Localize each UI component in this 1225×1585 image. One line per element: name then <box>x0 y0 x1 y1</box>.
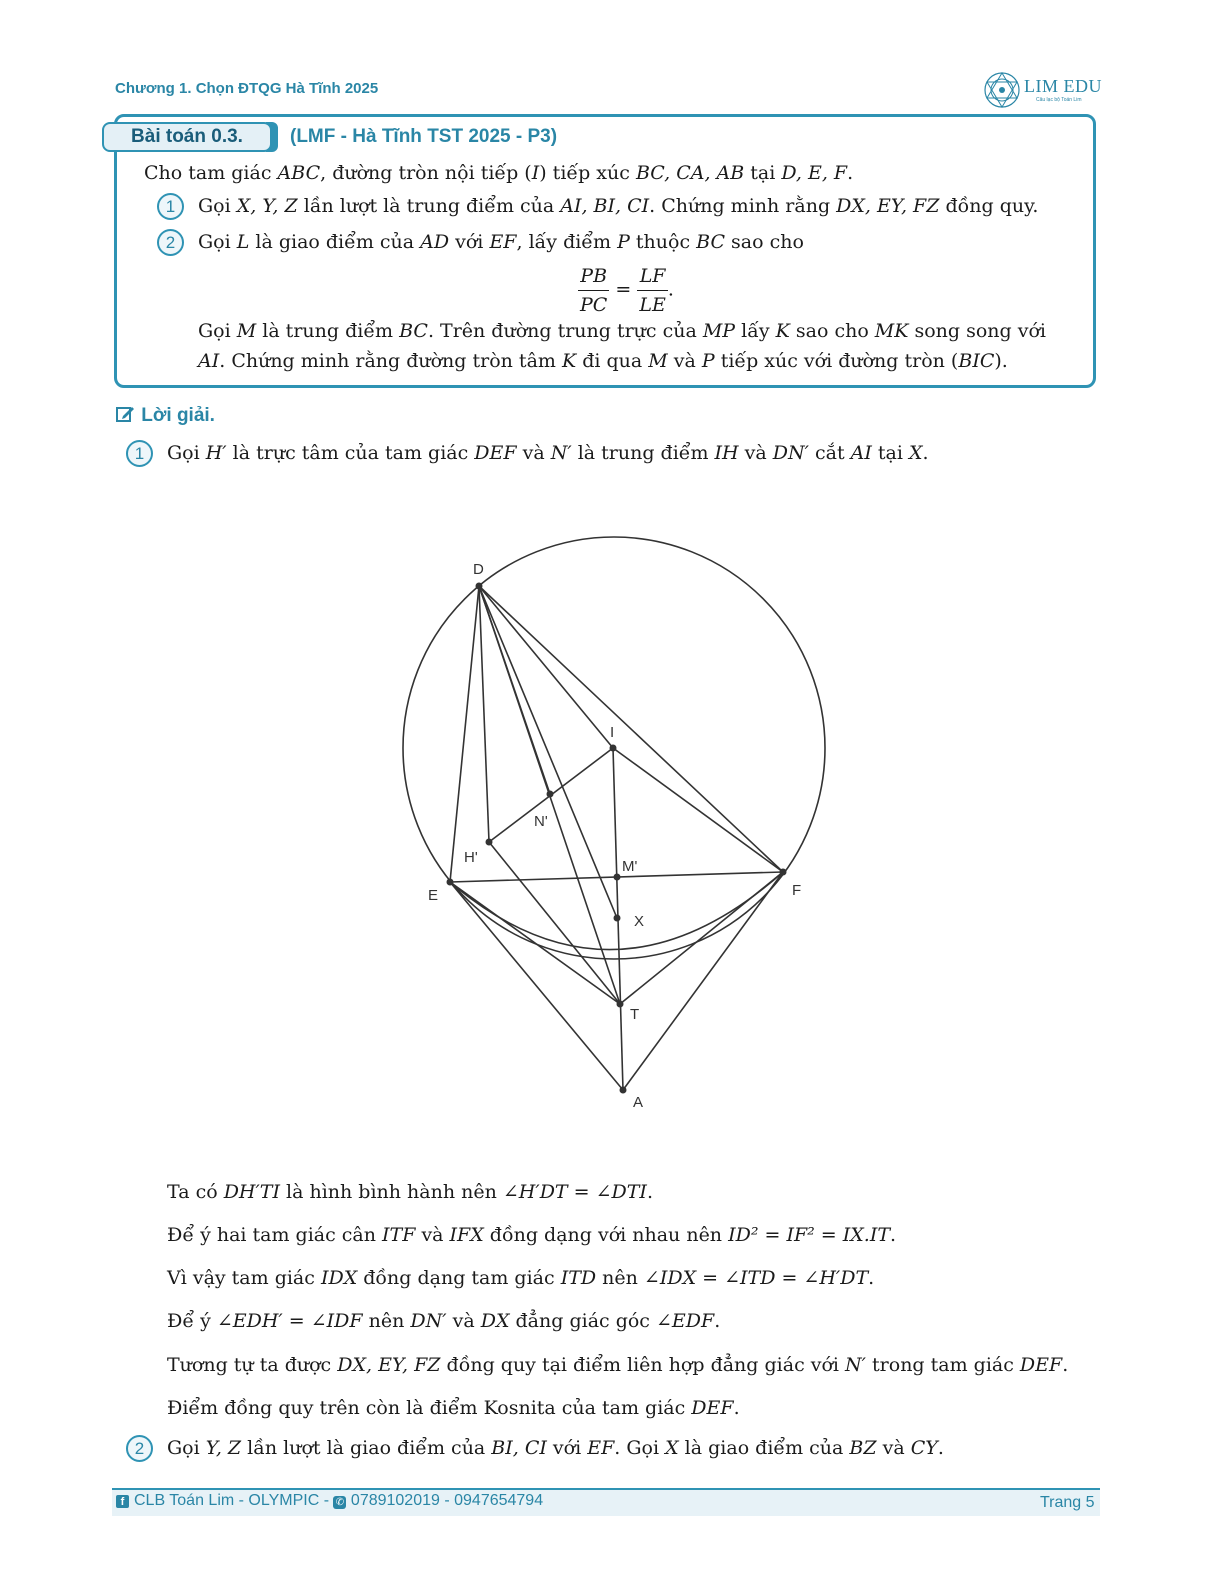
part-1-badge: 1 <box>157 193 184 220</box>
problem-tag: Bài toán 0.3. <box>102 122 272 152</box>
label-E: E <box>428 887 439 904</box>
segment-ET <box>450 882 620 1004</box>
logo-subtitle: Câu lạc bộ Toán Lim <box>1036 97 1082 103</box>
point-X <box>614 915 621 922</box>
problem-part-2-line-1: Gọi M là trung điểm BC. Trên đường trung trực của MP lấy K sao cho MK song song với <box>198 320 1046 342</box>
label-H: H' <box>464 849 478 866</box>
logo-text: LIM EDU <box>1024 76 1102 96</box>
point-M <box>614 874 621 881</box>
solution-line-5: Tương tự ta được DX, EY, FZ đồng quy tại điểm liên hợp đẳng giác với N′ trong tam giác DEF. <box>167 1354 1069 1376</box>
point-D <box>476 583 483 590</box>
solution-line-2: Để ý hai tam giác cân ITF và IFX đồng dạng với nhau nên ID² = IF² = IX.IT. <box>167 1224 897 1246</box>
solution-line-4: Để ý ∠EDH′ = ∠IDF nên DN′ và DX đẳng giác góc ∠EDF. <box>167 1310 721 1332</box>
segment-DE <box>450 586 479 882</box>
point-F <box>780 869 787 876</box>
solution-part-2-badge: 2 <box>126 1435 153 1462</box>
label-X: X <box>634 913 645 930</box>
segment-FA <box>623 872 783 1090</box>
problem-intro: Cho tam giác ABC, đường tròn nội tiếp (I) tiếp xúc BC, CA, AB tại D, E, F. <box>144 162 854 184</box>
point-E <box>447 879 454 886</box>
logo-icon <box>982 70 1022 110</box>
geometry-figure <box>355 510 905 1130</box>
point-T <box>617 1001 624 1008</box>
segment-IF <box>613 748 783 872</box>
label-F: F <box>792 882 802 899</box>
phone-icon: ✆ <box>333 1496 346 1509</box>
problem-part-2: Gọi L là giao điểm của AD với EF, lấy điểm P thuộc BC sao cho <box>198 231 804 253</box>
ratio-equation: $\frac{PB}{PC}$ = $\frac{LF}{LE}$ . <box>578 262 674 319</box>
solution-heading: Lời giải. <box>116 405 215 427</box>
label-N: N' <box>534 813 548 830</box>
facebook-icon: f <box>116 1495 129 1508</box>
chapter-title: Chương 1. Chọn ĐTQG Hà Tĩnh 2025 <box>115 80 379 97</box>
problem-part-1: Gọi X, Y, Z lần lượt là trung điểm của AI, BI, CI. Chứng minh rằng DX, EY, FZ đồng quy. <box>198 195 1039 217</box>
point-A <box>620 1087 627 1094</box>
lim-edu-logo <box>982 70 1102 112</box>
label-T: T <box>630 1006 640 1023</box>
label-I: I <box>610 724 615 741</box>
segment-DX <box>479 586 617 918</box>
segment-DF <box>479 586 783 872</box>
label-A: A <box>633 1094 644 1111</box>
point-N <box>547 791 554 798</box>
segment-DN <box>479 586 550 794</box>
solution-line-6: Điểm đồng quy trên còn là điểm Kosnita của tam giác DEF. <box>167 1397 740 1419</box>
footer-divider <box>112 1488 1100 1490</box>
solution-line-3: Vì vậy tam giác IDX đồng dạng tam giác ITD nên ∠IDX = ∠ITD = ∠H′DT. <box>167 1267 875 1289</box>
label-D: D <box>473 561 484 578</box>
segment-DI <box>479 586 613 748</box>
segment-DH <box>479 586 489 842</box>
solution-line-1: Ta có DH′TI là hình bình hành nên ∠H′DT = ∠DTI. <box>167 1181 653 1203</box>
footer-contact: f CLB Toán Lim - OLYMPIC - ✆ 0789102019 - 0947654794 <box>116 1492 543 1510</box>
part-2-badge: 2 <box>157 229 184 256</box>
point-I <box>610 745 617 752</box>
page-number: Trang 5 <box>1040 1494 1095 1511</box>
label-M: M' <box>622 858 638 875</box>
segment-EA <box>450 882 623 1090</box>
solution-part-1-intro: Gọi H′ là trực tâm của tam giác DEF và N′ là trung điểm IH và DN′ cắt AI tại X. <box>167 442 929 464</box>
problem-part-2-line-2: AI. Chứng minh rằng đường tròn tâm K đi qua M và P tiếp xúc với đường tròn (BIC). <box>198 350 1008 372</box>
solution-part-1-badge: 1 <box>126 440 153 467</box>
edit-icon <box>116 405 136 423</box>
point-H <box>486 839 493 846</box>
problem-source: (LMF - Hà Tĩnh TST 2025 - P3) <box>290 126 558 147</box>
solution-part-2-intro: Gọi Y, Z lần lượt là giao điểm của BI, CI với EF. Gọi X là giao điểm của BZ và CY. <box>167 1437 944 1459</box>
